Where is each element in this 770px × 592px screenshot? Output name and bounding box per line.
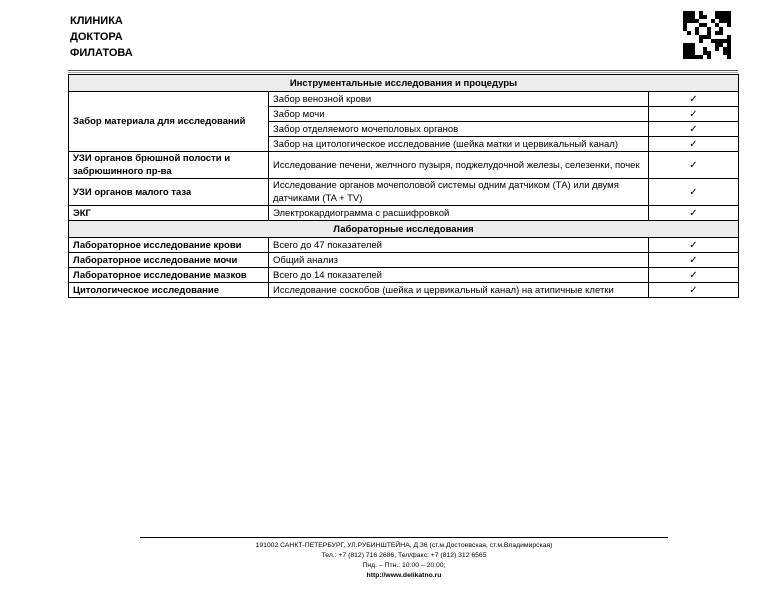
checkmark-icon: ✓ [649, 268, 739, 283]
checkmark-icon: ✓ [649, 122, 739, 137]
checkmark-icon: ✓ [649, 238, 739, 253]
clinic-name-line: ФИЛАТОВА [70, 47, 133, 59]
footer-address: 191002 САНКТ-ПЕТЕРБУРГ, УЛ.РУБИНШТЕЙНА, Д.36 (ст.м.Достоевская, ст.м.Владимирская) [255, 542, 553, 549]
checkmark-icon: ✓ [649, 179, 739, 206]
service-cell: Забор отделяемого мочеполовых органов [269, 122, 649, 137]
service-cell: Забор на цитологическое исследование (шейка матки и цервикальный канал) [269, 137, 649, 152]
services-table [68, 74, 739, 298]
section-header: Инструментальные исследования и процедуры [69, 75, 739, 92]
service-cell: Исследование органов мочеполовой системы одним датчиком (ТА) или двумя датчиками (TA + TV) [269, 179, 649, 206]
footer-url-link[interactable]: http://www.delikatno.ru [366, 572, 442, 579]
checkmark-icon: ✓ [649, 107, 739, 122]
category-cell: Лабораторное исследование крови [69, 238, 269, 253]
header-divider [68, 72, 738, 73]
checkmark-icon: ✓ [649, 152, 739, 179]
service-cell: Исследование соскобов (шейка и цервикальный канал) на атипичные клетки [269, 283, 649, 298]
service-cell: Исследование печени, желчного пузыря, поджелудочной железы, селезенки, почек [269, 152, 649, 179]
service-cell: Всего до 47 показателей [269, 238, 649, 253]
category-cell: УЗИ органов брюшной полости и забрюшинного пр-ва [69, 152, 269, 179]
clinic-name [70, 13, 133, 61]
footer-hours: Пнд. – Птн.: 10:00 – 20:00; [362, 562, 446, 569]
header-divider [68, 70, 738, 71]
footer [140, 541, 668, 581]
clinic-name-line: ДОКТОРА [70, 31, 123, 43]
checkmark-icon: ✓ [649, 283, 739, 298]
service-cell: Электрокардиограмма с расшифровкой [269, 206, 649, 221]
service-cell: Забор мочи [269, 107, 649, 122]
footer-phones: Тел.: +7 (812) 716 2686, Тел/факс: +7 (812) 312 6565 [321, 552, 487, 559]
checkmark-icon: ✓ [649, 92, 739, 107]
footer-divider [140, 537, 668, 538]
category-cell: Цитологическое исследование [69, 283, 269, 298]
checkmark-icon: ✓ [649, 137, 739, 152]
qr-code-icon [683, 11, 731, 59]
clinic-name-line: КЛИНИКА [70, 15, 123, 27]
service-cell: Всего до 14 показателей [269, 268, 649, 283]
section-header: Лабораторные исследования [69, 221, 739, 238]
category-cell: Лабораторное исследование мазков [69, 268, 269, 283]
category-cell: УЗИ органов малого таза [69, 179, 269, 206]
service-cell: Общий анализ [269, 253, 649, 268]
service-cell: Забор венозной крови [269, 92, 649, 107]
category-cell: ЭКГ [69, 206, 269, 221]
checkmark-icon: ✓ [649, 253, 739, 268]
checkmark-icon: ✓ [649, 206, 739, 221]
category-cell: Забор материала для исследований [69, 92, 269, 152]
category-cell: Лабораторное исследование мочи [69, 253, 269, 268]
